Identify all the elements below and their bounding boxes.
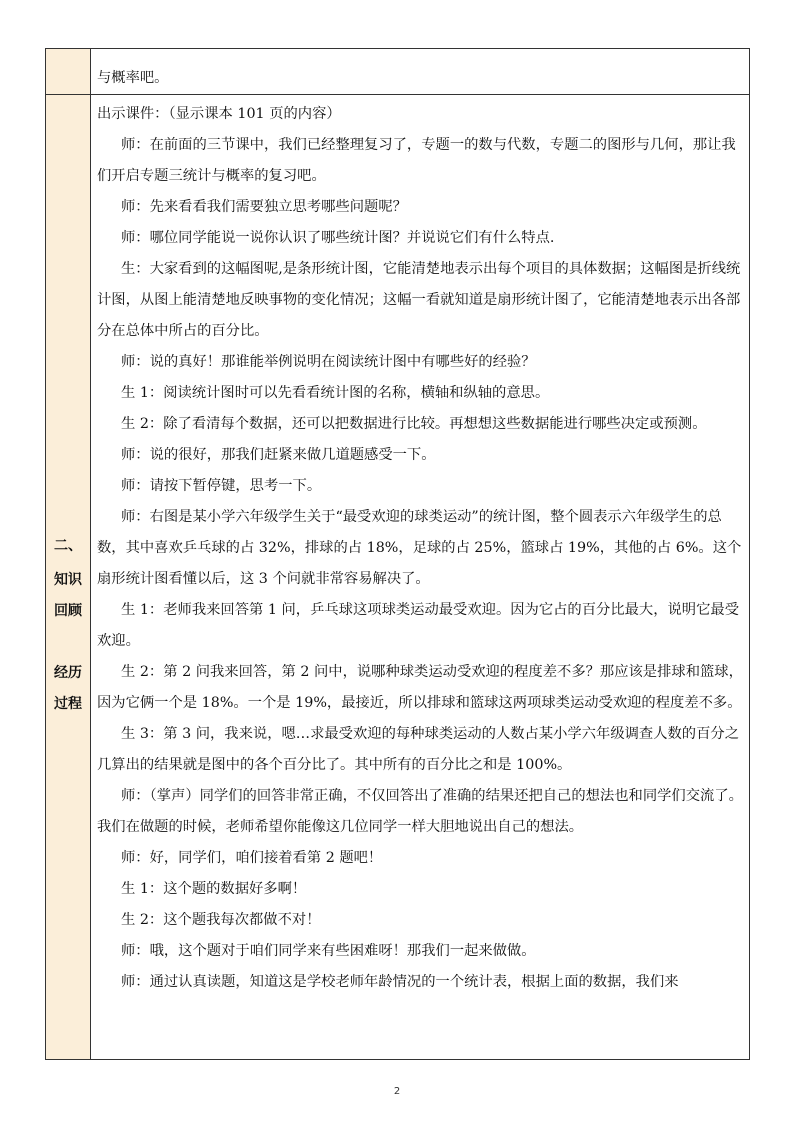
- section-label-cell: [46, 95, 91, 1060]
- section-content-cell: [91, 95, 750, 1060]
- paragraph: 生 1：老师我来回答第 1 问，乒乓球这项球类运动最受欢迎。因为它占的百分比最大，说明它最受欢迎。: [97, 602, 739, 649]
- section-number: 二、: [54, 538, 82, 554]
- section-label-line: 经历: [54, 665, 82, 681]
- paragraph: 生 3：第 3 问，我来说，嗯…求最受欢迎的每种球类运动的人数占某小学六年级调查人数的百分之几算出的结果就是图中的各个百分比了。其中所有的百分比之和是 100%。: [97, 726, 739, 773]
- section-label-line: 过程: [54, 696, 82, 712]
- content-cell-top: [91, 49, 750, 95]
- paragraph: 生 1：这个题的数据好多啊！: [121, 881, 307, 897]
- paragraph: 师：哦，这个题对于咱们同学来有些困难呀！那我们一起来做做。: [121, 943, 536, 959]
- section-row: [46, 95, 750, 1060]
- section-label-line: 知识: [54, 572, 82, 588]
- paragraph: 师：右图是某小学六年级学生关于“最受欢迎的球类运动”的统计图，整个圆表示六年级学生的总数，其中喜欢乒乓球的占 32%，排球的占 18%，足球的占 25%，篮球占 19%，其他的占 6%。这个扇形统计图看懂以后，这 3 个问就非常容易解决了。: [97, 509, 742, 587]
- continuation-text: 与概率吧。: [97, 70, 169, 86]
- paragraph: 师：先来看看我们需要独立思考哪些问题呢？: [121, 199, 407, 215]
- paragraph: 生：大家看到的这幅图呢,是条形统计图，它能清楚地表示出每个项目的具体数据；这幅图是折线统计图，从图上能清楚地反映事物的变化情况；这幅一看就知道是扇形统计图了，它能清楚地表示出各部分在总体中所占的百分比。: [97, 261, 741, 339]
- continuation-row: [46, 49, 750, 95]
- paragraph: 师：（掌声）同学们的回答非常正确，不仅回答出了准确的结果还把自己的想法也和同学们交流了。我们在做题的时候，老师希望你能像这几位同学一样大胆地说出自己的想法。: [97, 788, 743, 835]
- paragraph: 生 1：阅读统计图时可以先看看统计图的名称，横轴和纵轴的意思。: [121, 385, 550, 401]
- paragraph: 出示课件：（显示课本 101 页的内容）: [97, 106, 341, 122]
- section-label-line: 回顾: [54, 603, 82, 619]
- paragraph: 师：说的很好，那我们赶紧来做几道题感受一下。: [121, 447, 436, 463]
- lesson-table: [45, 48, 750, 1060]
- paragraph: 生 2：除了看清每个数据，还可以把数据进行比较。再想想这些数据能进行哪些决定或预测。: [121, 416, 707, 432]
- paragraph: 师：请按下暂停键，思考一下。: [121, 478, 322, 494]
- paragraph: 师：在前面的三节课中，我们已经整理复习了，专题一的数与代数，专题二的图形与几何，那让我们开启专题三统计与概率的复习吧。: [97, 137, 736, 184]
- section-label: [46, 95, 90, 1059]
- label-cell-top: [46, 49, 91, 95]
- paragraph: 生 2：第 2 问我来回答，第 2 问中，说哪种球类运动受欢迎的程度差不多？那应该是排球和篮球，因为它俩一个是 18%。一个是 19%，最接近，所以排球和篮球这两项球类运动受欢迎的程度差不多。: [97, 664, 743, 711]
- paragraph: 师：好，同学们，咱们接着看第 2 题吧！: [121, 850, 383, 866]
- paragraph: 师：通过认真读题，知道这是学校老师年龄情况的一个统计表，根据上面的数据，我们来: [121, 974, 679, 990]
- paragraph: 师：说的真好！那谁能举例说明在阅读统计图中有哪些好的经验？: [121, 354, 536, 370]
- paragraph: 师：哪位同学能说一说你认识了哪些统计图？并说说它们有什么特点.: [121, 230, 555, 246]
- page-number: 2: [393, 1086, 401, 1097]
- paragraph: 生 2：这个题我每次都做不对！: [121, 912, 321, 928]
